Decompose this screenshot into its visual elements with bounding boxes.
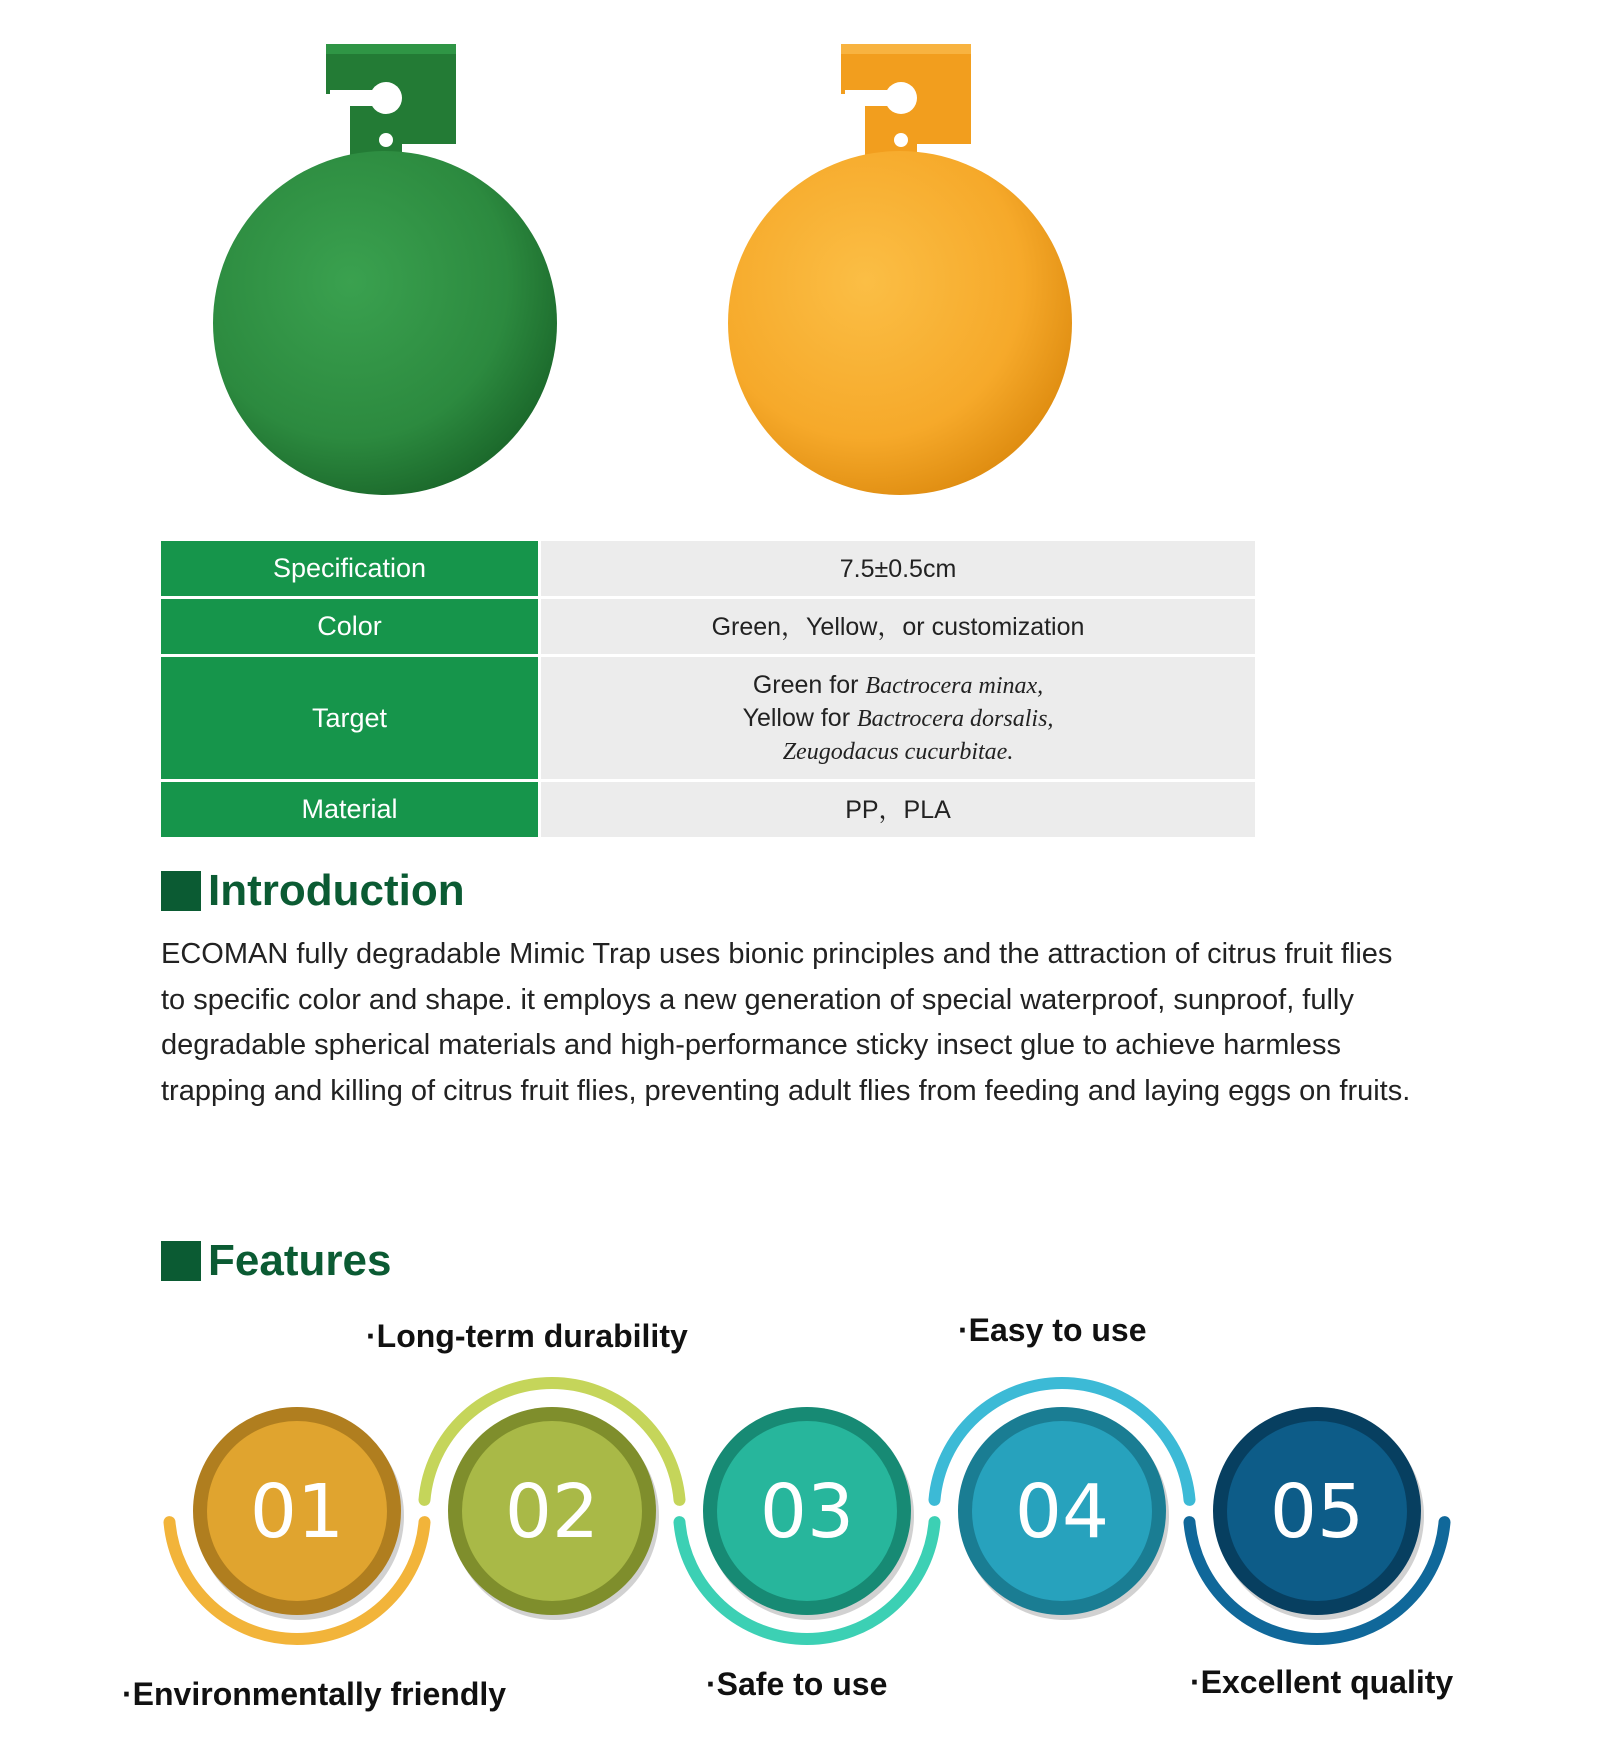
yellow-mimic-trap-image: [715, 38, 1075, 498]
spec-label: Color: [161, 599, 538, 654]
feature-number: 02: [504, 1469, 600, 1555]
introduction-body: ECOMAN fully degradable Mimic Trap uses bionic principles and the attraction of citrus fruit flies to specific color and shape. it employs a new generation of special waterproof, sunproof, fully degradable spherical materials and high-performance sticky insect glue to achieve harmless trapping and killing of citrus fruit flies, preventing adult flies from feeding and laying eggs on fruits.: [161, 938, 1411, 1107]
heading-marker-square: [161, 871, 201, 911]
feature-number: 01: [249, 1469, 345, 1555]
spec-value: 7.5±0.5cm: [541, 541, 1255, 596]
target-prefix: Green for: [752, 670, 866, 699]
feature-number: 03: [759, 1469, 855, 1555]
feature-circle-2: [424, 1383, 679, 1620]
spec-value: PP，PLA: [541, 782, 1255, 837]
spec-row-target: [161, 657, 1255, 779]
spec-row-material: [161, 782, 1255, 837]
heading-marker-square: [161, 1241, 201, 1281]
features-heading: [161, 1236, 391, 1286]
feature-label-2: ·Long-term durability: [366, 1318, 688, 1354]
feature-label-1: ·Environmentally friendly: [122, 1676, 507, 1712]
feature-label-4: ·Easy to use: [958, 1312, 1147, 1348]
spec-label: Specification: [161, 541, 538, 596]
target-species: Bactrocera dorsalis,: [856, 705, 1054, 732]
target-line-2: [743, 702, 1054, 735]
feature-circle-5: [1189, 1407, 1444, 1639]
feature-label-3: ·Safe to use: [706, 1666, 888, 1702]
feature-number: 04: [1014, 1469, 1110, 1555]
target-prefix: Yellow for: [742, 703, 857, 732]
feature-circle-1: [169, 1407, 424, 1639]
target-species: Bactrocera minax,: [865, 672, 1044, 699]
spec-label: Material: [161, 782, 538, 837]
spec-table: [161, 541, 1255, 840]
spec-label: Target: [161, 657, 538, 779]
introduction-title: Introduction: [208, 866, 465, 915]
target-line-3: [783, 735, 1014, 768]
green-mimic-trap-image: [200, 38, 560, 498]
features-title: Features: [208, 1236, 392, 1285]
feature-label-5: ·Excellent quality: [1190, 1664, 1454, 1700]
feature-circle-4: [934, 1383, 1189, 1620]
spec-row-specification: [161, 541, 1255, 596]
feature-number: 05: [1269, 1469, 1365, 1555]
spec-value-target: [541, 657, 1255, 779]
introduction-heading: [161, 866, 465, 916]
target-species: Zeugodacus cucurbitae.: [782, 738, 1014, 765]
target-line-1: [753, 669, 1043, 702]
spec-row-color: [161, 599, 1255, 654]
feature-circle-3: [679, 1407, 934, 1639]
spec-value: Green，Yellow，or customization: [541, 599, 1255, 654]
